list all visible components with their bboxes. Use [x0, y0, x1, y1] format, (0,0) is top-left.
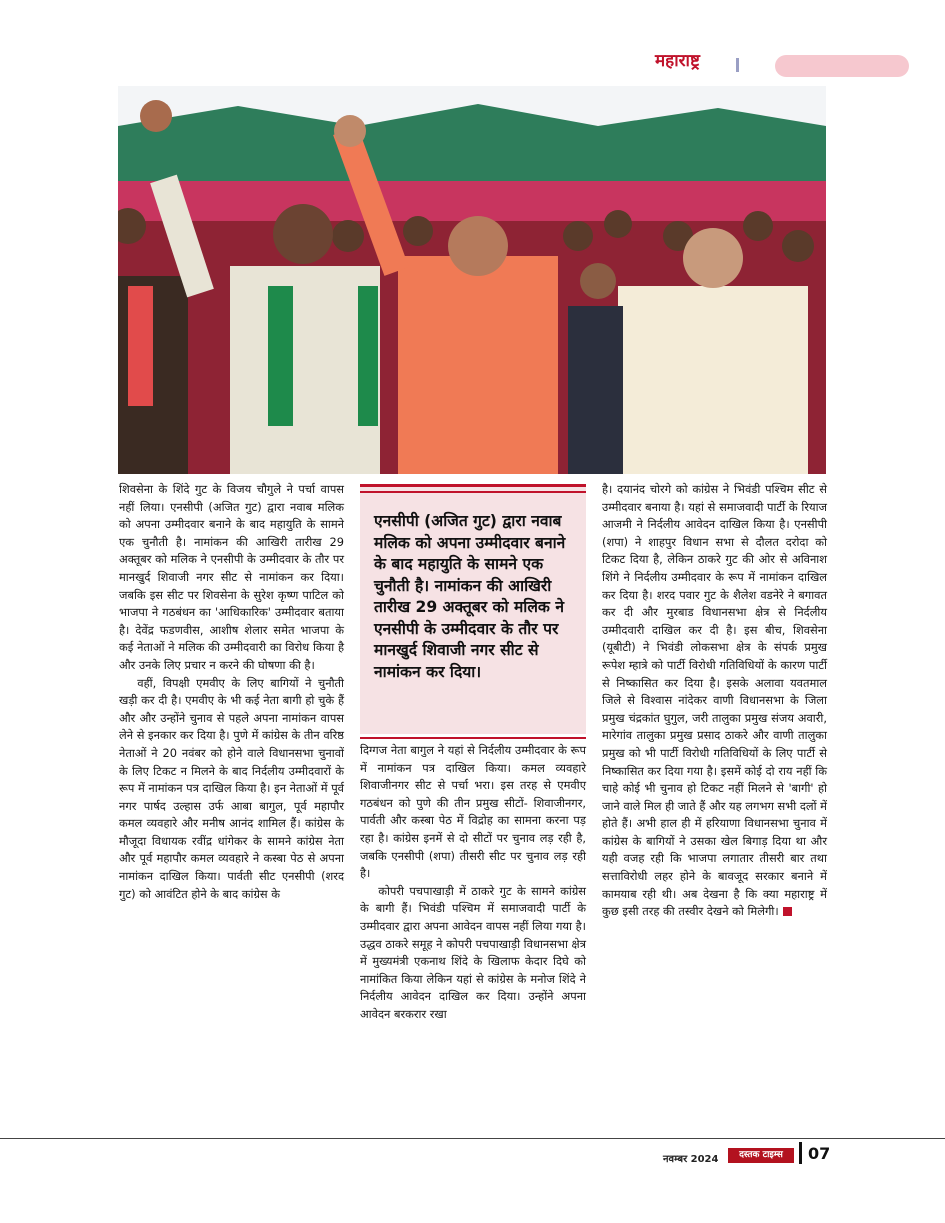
footer-date: नवम्बर 2024	[663, 1154, 719, 1165]
footer-divider	[799, 1142, 802, 1164]
article-column-3	[602, 481, 827, 921]
section-title: महाराष्ट्र	[655, 51, 700, 71]
article-column-2	[360, 742, 586, 1024]
end-mark-icon	[783, 907, 792, 916]
article-paragraph-text: है। दयानंद चोरगे को कांग्रेस ने भिवंडी पश्चिम सीट से उम्मीदवार बनाया है। यहां से समाजवादी पार्टी के रियाज आजमी ने निर्दलीय आवेदन दाखिल किया है। एनसीपी (शपा) ने शाहपुर विधान सभा से दौलत दरोदा को टिकट दिया है, लेकिन ठाकरे गुट की ओर से अविनाश शिंगे ने निर्दलीय उम्मीदवार के रूप में नामांकन दाखिल कर दिया है। शरद पवार गुट के शैलेश वडनेरे ने बगावत कर दी और मुरबाड विधानसभा क्षेत्र से निर्दलीय उम्मीदवारी दाखिल कर दी है। इस बीच, शिवसेना (यूबीटी) ने भिवंडी लोकसभा क्षेत्र के संपर्क प्रमुख रूपेश म्हात्रे को पार्टी विरोधी गतिविधियों के कारण पार्टी से निष्कासित कर दिया है। इसके अलावा यवतमाल जिले से विश्वास नांदेकर वाणी विधानसभा के जिला प्रमुख चंद्रकांत घुगुल, जरी तालुका प्रमुख संजय अवारी, मारेगांव तालुका प्रमुख प्रसाद ठाकरे और वाणी तालुका प्रमुख को भी पार्टी विरोधी गतिविधियों के लिए पार्टी से निष्कासित कर दिया गया है। इसमें कोई दो राय नहीं कि चाहे कोई भी चुनाव हो टिकट नहीं मिलने से 'बागी' हो जाने वाले मिल ही जाते हैं और यह लगभग सभी दलों में होते हैं। अभी हाल ही में हरियाणा विधानसभा चुनाव में कांग्रेस के बागियों ने उसका खेल बिगाड़ दिया था और यही वजह रही कि भाजपा लगातार तीसरी बार तथा सत्ताविरोधी लहर होने के बावजूद सरकार बनाने में कामयाब रही थी। अब देखना है कि क्या महाराष्ट्र में कुछ इसी तरह की तस्वीर देखने को मिलेगी।	[602, 482, 827, 919]
page-number: 07	[808, 1144, 831, 1163]
lead-photo	[118, 86, 826, 474]
article-paragraph: कोपरी पचपाखाड़ी में ठाकरे गुट के सामने कांग्रेस के बागी हैं। भिवंडी पश्चिम में समाजवादी पार्टी के उम्मीदवार द्वारा अपना आवेदन वापस नहीं लिया गया है। उद्धव ठाकरे समूह ने कोपरी पचपाखाड़ी विधानसभा क्षेत्र में मुख्यमंत्री एकनाथ शिंदे के खिलाफ केदार दिघे को नामांकित किया लेकिन यहां से कांग्रेस के मनोज शिंदे ने निर्दलीय आवेदन दाखिल कर दिया। उन्होंने अपना आवेदन बरकरार रखा	[360, 883, 586, 1021]
section-divider	[736, 58, 739, 72]
pull-quote	[360, 484, 586, 734]
pull-quote-rule	[360, 737, 586, 739]
section-pill-decoration	[775, 55, 909, 77]
article-paragraph	[602, 481, 827, 921]
article-paragraph: दिग्गज नेता बागुल ने यहां से निर्दलीय उम्मीदवार के रूप में नामांकन पत्र दाखिल किया। कमल व्यवहारे शिवाजीनगर सीट से पर्चा भरा। इस तरह से एमवीए गठबंधन को पुणे की तीन प्रमुख सीटों- शिवाजीनगर, पार्वती और कस्बा पेठ में विद्रोह का सामना करना पड़ रहा है। कांग्रेस इनमें से दो सीटों पर चुनाव लड़ रही है, जबकि एनसीपी (शपा) तीसरी सीट पर चुनाव लड़ रही है।	[360, 743, 586, 881]
pull-quote-text: एनसीपी (अजित गुट) द्वारा नवाब मलिक को अपना उम्मीदवार बनाने के बाद महायुति के सामने एक चुनौती है। नामांकन की आखिरी तारीख 29 अक्तूबर को मलिक ने एनसीपी के उम्मीदवार के तौर पर मानखुर्द शिवाजी नगर सीट से नामांकन कर दिया।	[374, 512, 566, 681]
article-column-1	[119, 481, 344, 903]
article-paragraph: शिवसेना के शिंदे गुट के विजय चौगुले ने पर्चा वापस नहीं लिया। एनसीपी (अजित गुट) द्वारा नवाब मलिक को अपना उम्मीदवार बनाने के बाद महायुति के सामने एक चुनौती है। नामांकन की आखिरी तारीख 29 अक्तूबर को मलिक ने एनसीपी के उम्मीदवार के तौर पर मानखुर्द शिवाजी नगर सीट से नामांकन कर दिया। जबकि इस सीट पर शिवसेना के सुरेश कृष्ण पाटिल को भाजपा ने गठबंधन का 'आधिकारिक' उम्मीदवार बताया है। देवेंद्र फडणवीस, आशीष शेलार समेत भाजपा के कई नेताओं ने मलिक की उम्मीदवारी का विरोध किया है और उनके लिए प्रचार न करने की घोषणा की है।	[119, 482, 344, 672]
article-paragraph: वहीं, विपक्षी एमवीए के लिए बागियों ने चुनौती खड़ी कर दी है। एमवीए के भी कई नेता बागी हो चुके हैं और और उन्होंने चुनाव से पहले अपना नामांकन वापस लेने से इनकार कर दिया है। पुणे में कांग्रेस के तीन वरिष्ठ नेताओं ने 20 नवंबर को होने वाले विधानसभा चुनावों के लिए टिकट न मिलने के बाद निर्दलीय उम्मीदवारों के रूप में नामांकन पत्र दाखिल किया है। इन नेताओं में पूर्व नगर पार्षद उल्हास उर्फ आबा बागुल, पूर्व महापौर कमल व्यवहारे और मनीष आनंद शामिल हैं। कांग्रेस के मौजूदा विधायक रवींद्र धांगेकर के सामने कांग्रेस नेता और पूर्व महापौर कमल व्यवहारे ने कस्बा पेठ से अपना नामांकन दाखिल किया। पार्वती सीट एनसीपी (शरद गुट) को आवंटित होने के बाद कांग्रेस के	[119, 675, 344, 901]
lead-photo-illustration	[118, 86, 826, 474]
footer-rule	[0, 1138, 945, 1139]
magazine-logo: दस्तक टाइम्स	[728, 1148, 794, 1163]
